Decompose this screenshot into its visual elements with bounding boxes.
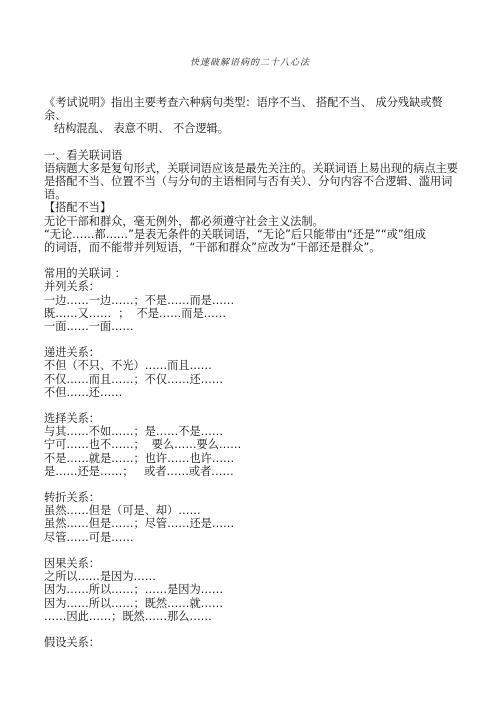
paragraph-line: 语。	[44, 188, 67, 202]
paragraph-line: 是搭配不当、位置不当（与分句的主语相同与否有关）、分句内容不合逻辑、滥用词	[44, 175, 453, 189]
group-item: 与其……不如……；是……不是……	[44, 425, 224, 439]
group-title: 转折关系：	[44, 491, 100, 505]
group-title: 递进关系：	[44, 346, 100, 360]
intro-line: 《考试说明》指出主要考查六种病句类型：语序不当、 搭配不当、 成分残缺或赘余、	[44, 96, 443, 123]
group-title: 并列关系：	[44, 280, 100, 294]
group-item: 虽然……但是（可是、却）……	[44, 504, 201, 518]
group-item: 虽然……但是……；尽管……还是……	[44, 517, 235, 531]
example-line: 的词语，而不能带并列短语，“干部和群众”应改为“干部还是群众”。	[44, 241, 381, 255]
example-line: 无论干部和群众，毫无例外，都必须遵守社会主义法制。	[44, 214, 324, 228]
group-item: 既……又…… ； 不是……而是……	[44, 306, 227, 320]
group-item: 一边……一边……；不是……而是……	[44, 293, 235, 307]
group-item: 不但（不只、不光）……而且……	[44, 359, 212, 373]
group-title: 因果关系：	[44, 556, 100, 570]
group-item: 不是……就是……；也许……也许……	[44, 451, 235, 465]
group-item: 因为……所以……；……是因为……	[44, 583, 224, 597]
section-heading: 一、看关联词语	[44, 148, 123, 162]
group-item: 不仅……而且……；不仅……还……	[44, 372, 224, 386]
group-item: ……因此……；既然……那么……	[44, 609, 212, 623]
example-line: “无论……都……”是表无条件的关联词语，“无论”后只能带由“还是”“或”组成	[44, 227, 426, 241]
common-heading: 常用的关联词 ：	[44, 267, 126, 281]
document-body	[44, 96, 464, 649]
group-item: 之所以……是因为……	[44, 570, 156, 584]
group-item: 宁可……也不……； 要么……要么……	[44, 438, 242, 452]
group-item: 是……还是……； 或者……或者……	[44, 464, 234, 478]
intro-line: 结构混乱、 表意不明、 不合逻辑。	[54, 122, 229, 136]
group-item: 尽管……可是……	[44, 530, 134, 544]
document-title: 快速破解语病的二十八心法	[189, 58, 310, 68]
group-item: 不但……还……	[44, 385, 123, 399]
section-tag: 【搭配不当】	[44, 201, 112, 215]
paragraph-line: 语病题大多是复句形式，关联词语应该是最先关注的。关联词语上易出现的病点主要	[44, 161, 458, 175]
group-item: 一面……一面……	[44, 320, 134, 334]
group-title: 选择关系：	[44, 412, 100, 426]
group-title: 假设关系：	[44, 635, 100, 649]
group-item: 因为……所以……；既然……就……	[44, 596, 224, 610]
